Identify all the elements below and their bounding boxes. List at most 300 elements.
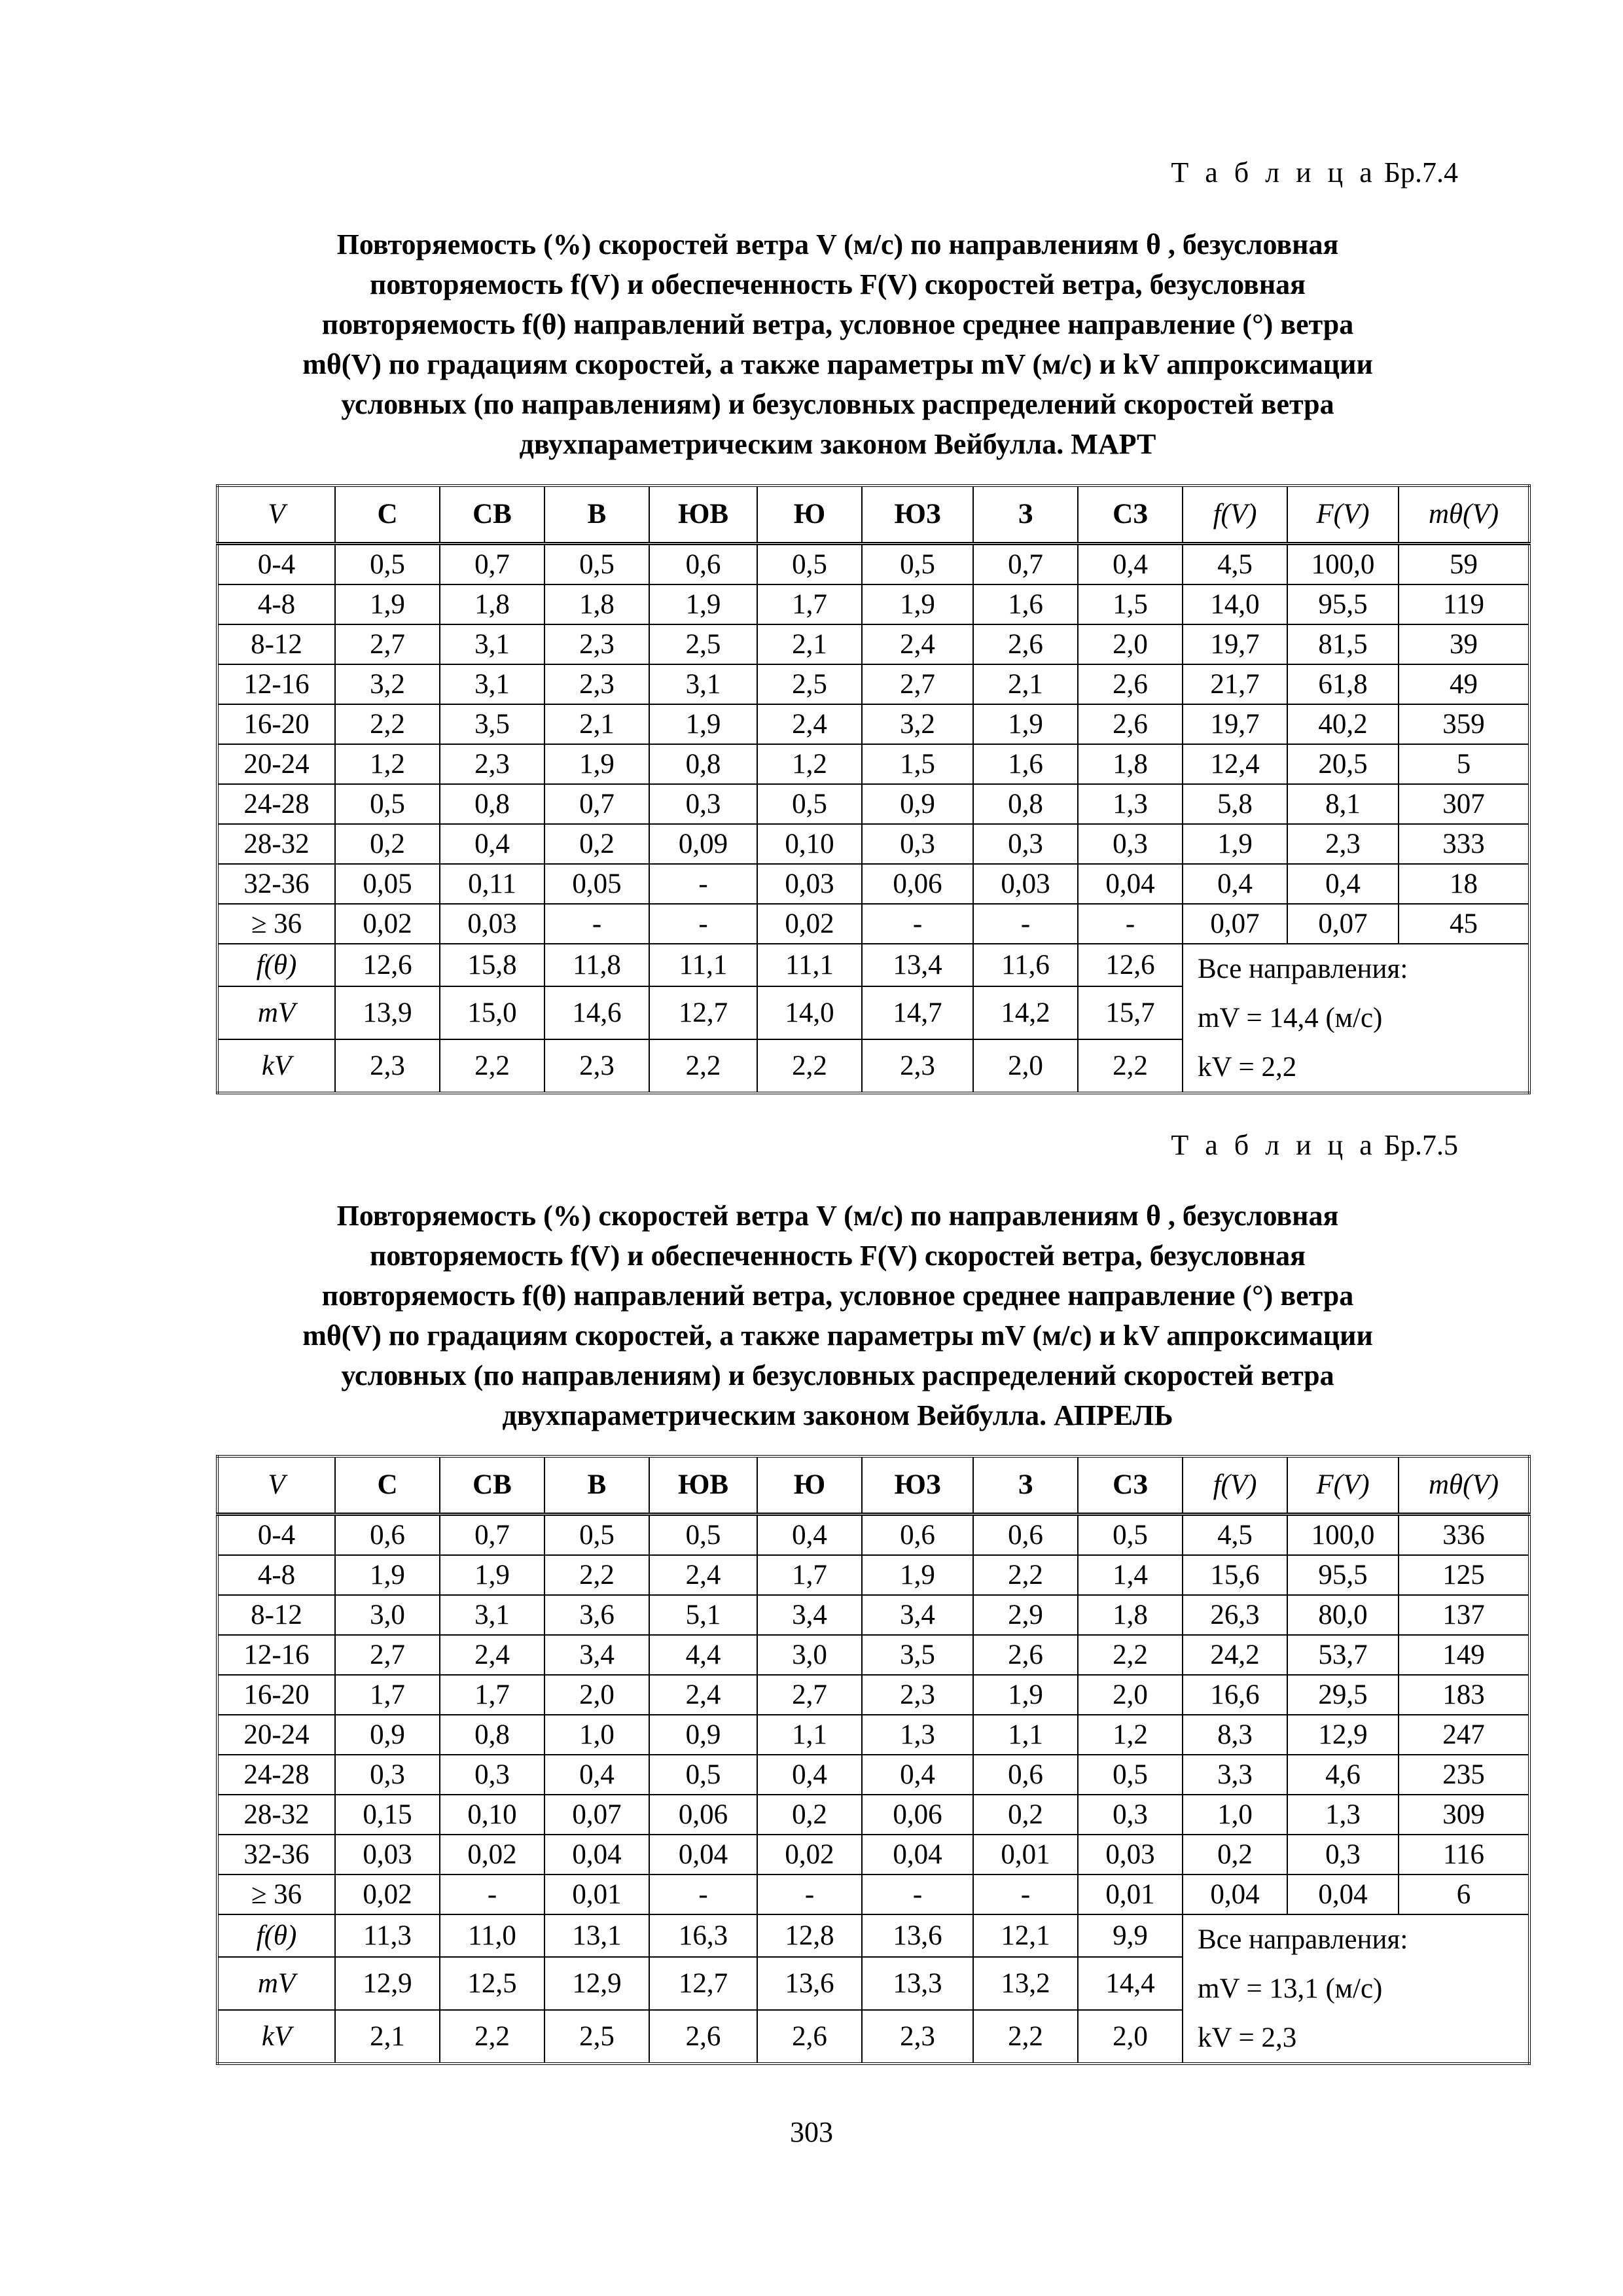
value-cell: 2,6: [973, 624, 1078, 664]
wind-speed-table: [216, 484, 1531, 1094]
value-cell: 0,04: [862, 1835, 973, 1874]
table-row: [217, 744, 1529, 784]
param-value-cell: 2,1: [335, 2010, 440, 2064]
speed-range-cell: 0-4: [217, 1515, 335, 1556]
value-cell: 0,09: [649, 824, 757, 864]
value-cell: 0,3: [1078, 824, 1183, 864]
value-cell: 2,2: [973, 1555, 1078, 1595]
value-cell: 1,9: [973, 1675, 1078, 1715]
table-label: Т а б л и ц а Бр.7.5: [1171, 1129, 1458, 1161]
value-cell: -: [649, 864, 757, 904]
column-header: С: [335, 486, 440, 544]
speed-range-cell: ≥ 36: [217, 904, 335, 944]
value-cell: 15,6: [1183, 1555, 1287, 1595]
value-cell: 0,5: [649, 1515, 757, 1556]
value-cell: 0,7: [973, 544, 1078, 585]
value-cell: 1,7: [757, 1555, 862, 1595]
value-cell: 16,6: [1183, 1675, 1287, 1715]
param-value-cell: 14,7: [862, 986, 973, 1039]
value-cell: 125: [1399, 1555, 1529, 1595]
column-header: В: [544, 1456, 649, 1515]
value-cell: 1,0: [1183, 1795, 1287, 1835]
value-cell: 307: [1399, 784, 1529, 824]
value-cell: 1,9: [862, 1555, 973, 1595]
value-cell: 1,4: [1078, 1555, 1183, 1595]
value-cell: 2,4: [440, 1635, 544, 1675]
value-cell: 0,06: [862, 864, 973, 904]
value-cell: 0,10: [440, 1795, 544, 1835]
value-cell: -: [973, 904, 1078, 944]
value-cell: 26,3: [1183, 1595, 1287, 1635]
param-label: f(θ): [217, 1914, 335, 1957]
value-cell: 0,4: [1287, 864, 1399, 904]
value-cell: -: [862, 904, 973, 944]
caption-line: mθ(V) по градациям скоростей, а также параметры mV (м/с) и kV аппроксимации: [302, 1319, 1373, 1352]
value-cell: 81,5: [1287, 624, 1399, 664]
value-cell: 1,6: [973, 584, 1078, 624]
value-cell: 0,07: [1287, 904, 1399, 944]
value-cell: 333: [1399, 824, 1529, 864]
value-cell: 29,5: [1287, 1675, 1399, 1715]
value-cell: 0,6: [973, 1515, 1078, 1556]
value-cell: 0,02: [335, 1874, 440, 1914]
summary-kv: kV = 2,3: [1198, 2022, 1297, 2053]
value-cell: 0,2: [1183, 1835, 1287, 1874]
column-header: В: [544, 486, 649, 544]
column-header: СВ: [440, 1456, 544, 1515]
caption-line: Повторяемость (%) скоростей ветра V (м/с) по направлениям θ , безусловная: [336, 228, 1339, 260]
param-value-cell: 2,2: [973, 2010, 1078, 2064]
value-cell: 1,9: [649, 704, 757, 744]
value-cell: 53,7: [1287, 1635, 1399, 1675]
param-value-cell: 13,1: [544, 1914, 649, 1957]
value-cell: 2,7: [335, 1635, 440, 1675]
value-cell: 3,5: [862, 1635, 973, 1675]
value-cell: 8,3: [1183, 1715, 1287, 1755]
value-cell: -: [862, 1874, 973, 1914]
value-cell: 39: [1399, 624, 1529, 664]
value-cell: 235: [1399, 1755, 1529, 1795]
param-value-cell: 2,3: [862, 2010, 973, 2064]
value-cell: 0,01: [544, 1874, 649, 1914]
column-header: СЗ: [1078, 1456, 1183, 1515]
value-cell: 0,01: [1078, 1874, 1183, 1914]
value-cell: 1,9: [862, 584, 973, 624]
param-value-cell: 11,0: [440, 1914, 544, 1957]
column-header: Ю: [757, 486, 862, 544]
value-cell: 116: [1399, 1835, 1529, 1874]
speed-range-cell: 8-12: [217, 624, 335, 664]
value-cell: 5: [1399, 744, 1529, 784]
value-cell: 1,8: [440, 584, 544, 624]
value-cell: 1,7: [757, 584, 862, 624]
wind-speed-table: [216, 1455, 1531, 2065]
column-header: З: [973, 486, 1078, 544]
value-cell: 2,3: [1287, 824, 1399, 864]
value-cell: 0,3: [1287, 1835, 1399, 1874]
param-value-cell: 11,8: [544, 944, 649, 986]
column-header: V: [217, 486, 335, 544]
param-value-cell: 2,5: [544, 2010, 649, 2064]
value-cell: 0,03: [973, 864, 1078, 904]
value-cell: 2,7: [757, 1675, 862, 1715]
param-value-cell: 12,8: [757, 1914, 862, 1957]
value-cell: 2,4: [757, 704, 862, 744]
value-cell: 2,5: [757, 664, 862, 704]
param-value-cell: 2,3: [862, 1039, 973, 1093]
value-cell: 3,6: [544, 1595, 649, 1635]
value-cell: 0,7: [440, 1515, 544, 1556]
param-value-cell: 2,2: [440, 1039, 544, 1093]
value-cell: 0,9: [649, 1715, 757, 1755]
value-cell: 19,7: [1183, 624, 1287, 664]
table-row: [217, 904, 1529, 944]
table-row: [217, 1555, 1529, 1595]
value-cell: 336: [1399, 1515, 1529, 1556]
value-cell: 4,5: [1183, 1515, 1287, 1556]
value-cell: 119: [1399, 584, 1529, 624]
value-cell: 3,2: [335, 664, 440, 704]
value-cell: 3,3: [1183, 1755, 1287, 1795]
table-label: Т а б л и ц а Бр.7.4: [1171, 156, 1458, 188]
column-header: ЮВ: [649, 486, 757, 544]
value-cell: 0,7: [544, 784, 649, 824]
value-cell: 0,11: [440, 864, 544, 904]
param-value-cell: 13,3: [862, 1957, 973, 2010]
value-cell: 359: [1399, 704, 1529, 744]
column-header: ЮВ: [649, 1456, 757, 1515]
value-cell: 40,2: [1287, 704, 1399, 744]
speed-range-cell: 24-28: [217, 1755, 335, 1795]
value-cell: 0,6: [862, 1515, 973, 1556]
value-cell: 2,3: [544, 664, 649, 704]
speed-range-cell: 16-20: [217, 704, 335, 744]
value-cell: 0,3: [335, 1755, 440, 1795]
value-cell: 0,3: [1078, 1795, 1183, 1835]
value-cell: 59: [1399, 544, 1529, 585]
param-value-cell: 2,2: [440, 2010, 544, 2064]
value-cell: 4,5: [1183, 544, 1287, 585]
value-cell: 1,8: [544, 584, 649, 624]
table-row: [217, 544, 1529, 585]
value-cell: 100,0: [1287, 544, 1399, 585]
value-cell: 1,3: [1287, 1795, 1399, 1835]
param-label: f(θ): [217, 944, 335, 986]
value-cell: 0,5: [1078, 1515, 1183, 1556]
table-row: [217, 1715, 1529, 1755]
column-header: F(V): [1287, 1456, 1399, 1515]
param-row: [217, 1914, 1529, 1957]
value-cell: 2,6: [1078, 704, 1183, 744]
table-row: [217, 584, 1529, 624]
value-cell: 0,05: [544, 864, 649, 904]
value-cell: 0,04: [544, 1835, 649, 1874]
param-value-cell: 14,2: [973, 986, 1078, 1039]
value-cell: 1,9: [335, 1555, 440, 1595]
table-row: [217, 1675, 1529, 1715]
column-header: ЮЗ: [862, 486, 973, 544]
value-cell: 95,5: [1287, 1555, 1399, 1595]
summary-mv: mV = 14,4 (м/с): [1198, 1003, 1383, 1033]
all-directions-summary: [1183, 944, 1529, 1093]
param-value-cell: 14,0: [757, 986, 862, 1039]
value-cell: 3,1: [440, 664, 544, 704]
value-cell: 0,2: [757, 1795, 862, 1835]
value-cell: 1,8: [1078, 744, 1183, 784]
value-cell: 0,06: [862, 1795, 973, 1835]
value-cell: 1,2: [757, 744, 862, 784]
value-cell: 0,8: [649, 744, 757, 784]
value-cell: 1,6: [973, 744, 1078, 784]
param-value-cell: 12,9: [544, 1957, 649, 2010]
param-value-cell: 2,3: [544, 1039, 649, 1093]
value-cell: 0,07: [544, 1795, 649, 1835]
param-value-cell: 2,0: [1078, 2010, 1183, 2064]
value-cell: 0,15: [335, 1795, 440, 1835]
value-cell: 1,1: [757, 1715, 862, 1755]
table-row: [217, 624, 1529, 664]
param-value-cell: 12,5: [440, 1957, 544, 2010]
value-cell: 0,5: [544, 544, 649, 585]
value-cell: 0,3: [862, 824, 973, 864]
param-value-cell: 15,0: [440, 986, 544, 1039]
value-cell: 3,5: [440, 704, 544, 744]
value-cell: 0,02: [335, 904, 440, 944]
param-value-cell: 12,6: [1078, 944, 1183, 986]
param-value-cell: 12,6: [335, 944, 440, 986]
value-cell: 3,4: [544, 1635, 649, 1675]
value-cell: 0,05: [335, 864, 440, 904]
param-value-cell: 13,6: [757, 1957, 862, 2010]
speed-range-cell: 4-8: [217, 584, 335, 624]
value-cell: 2,9: [973, 1595, 1078, 1635]
value-cell: 0,02: [440, 1835, 544, 1874]
value-cell: 0,5: [862, 544, 973, 585]
value-cell: 2,5: [649, 624, 757, 664]
table-row: [217, 1635, 1529, 1675]
table-row: [217, 1835, 1529, 1874]
column-header: f(V): [1183, 1456, 1287, 1515]
value-cell: 14,0: [1183, 584, 1287, 624]
value-cell: 0,6: [973, 1755, 1078, 1795]
caption-line: двухпараметрическим законом Вейбулла. АПРЕЛЬ: [502, 1399, 1173, 1431]
value-cell: 1,3: [862, 1715, 973, 1755]
param-value-cell: 14,6: [544, 986, 649, 1039]
column-header: З: [973, 1456, 1078, 1515]
header-row: [217, 486, 1529, 544]
param-value-cell: 13,4: [862, 944, 973, 986]
value-cell: 149: [1399, 1635, 1529, 1675]
value-cell: 0,5: [1078, 1755, 1183, 1795]
caption-line: условных (по направлениям) и безусловных распределений скоростей ветра: [341, 388, 1334, 420]
value-cell: 0,2: [973, 1795, 1078, 1835]
param-value-cell: 12,9: [335, 1957, 440, 2010]
value-cell: 0,04: [1287, 1874, 1399, 1914]
value-cell: 1,1: [973, 1715, 1078, 1755]
summary-mv: mV = 13,1 (м/с): [1198, 1973, 1383, 2004]
table-row: [217, 824, 1529, 864]
value-cell: 0,04: [1183, 1874, 1287, 1914]
value-cell: -: [973, 1874, 1078, 1914]
value-cell: 0,4: [1183, 864, 1287, 904]
caption-line: Повторяемость (%) скоростей ветра V (м/с) по направлениям θ , безусловная: [336, 1200, 1339, 1232]
summary-title: Все направления:: [1198, 954, 1408, 984]
column-header: ЮЗ: [862, 1456, 973, 1515]
value-cell: 0,6: [649, 544, 757, 585]
value-cell: 2,7: [335, 624, 440, 664]
caption-line: повторяемость f(θ) направлений ветра, условное среднее направление (°) ветра: [321, 1280, 1354, 1312]
value-cell: 0,2: [544, 824, 649, 864]
value-cell: -: [544, 904, 649, 944]
value-cell: 183: [1399, 1675, 1529, 1715]
speed-range-cell: 24-28: [217, 784, 335, 824]
speed-range-cell: 0-4: [217, 544, 335, 585]
value-cell: 0,02: [757, 904, 862, 944]
value-cell: 4,4: [649, 1635, 757, 1675]
summary-kv: kV = 2,2: [1198, 1052, 1297, 1083]
table-caption: [216, 1196, 1459, 1435]
value-cell: 18: [1399, 864, 1529, 904]
param-value-cell: 12,7: [649, 1957, 757, 2010]
value-cell: 0,5: [757, 784, 862, 824]
speed-range-cell: 8-12: [217, 1595, 335, 1635]
param-value-cell: 2,3: [335, 1039, 440, 1093]
value-cell: -: [440, 1874, 544, 1914]
value-cell: 2,1: [973, 664, 1078, 704]
value-cell: 3,0: [335, 1595, 440, 1635]
column-header: V: [217, 1456, 335, 1515]
caption-line: повторяемость f(θ) направлений ветра, условное среднее направление (°) ветра: [321, 308, 1354, 340]
value-cell: 0,7: [440, 544, 544, 585]
value-cell: 45: [1399, 904, 1529, 944]
value-cell: 0,4: [1078, 544, 1183, 585]
speed-range-cell: 12-16: [217, 1635, 335, 1675]
param-value-cell: 11,6: [973, 944, 1078, 986]
column-header: mθ(V): [1399, 486, 1529, 544]
speed-range-cell: 4-8: [217, 1555, 335, 1595]
value-cell: -: [649, 1874, 757, 1914]
value-cell: 2,0: [544, 1675, 649, 1715]
value-cell: 12,9: [1287, 1715, 1399, 1755]
caption-line: условных (по направлениям) и безусловных распределений скоростей ветра: [341, 1359, 1334, 1391]
value-cell: 0,4: [757, 1755, 862, 1795]
table-row: [217, 704, 1529, 744]
value-cell: 2,0: [1078, 1675, 1183, 1715]
speed-range-cell: 20-24: [217, 1715, 335, 1755]
table-row: [217, 1874, 1529, 1914]
value-cell: 1,7: [440, 1675, 544, 1715]
value-cell: 247: [1399, 1715, 1529, 1755]
value-cell: 0,5: [757, 544, 862, 585]
column-header: Ю: [757, 1456, 862, 1515]
value-cell: 2,3: [440, 744, 544, 784]
value-cell: 0,3: [649, 784, 757, 824]
speed-range-cell: ≥ 36: [217, 1874, 335, 1914]
value-cell: 0,3: [973, 824, 1078, 864]
value-cell: 1,5: [862, 744, 973, 784]
value-cell: 0,03: [1078, 1835, 1183, 1874]
value-cell: 0,04: [649, 1835, 757, 1874]
param-value-cell: 13,2: [973, 1957, 1078, 2010]
value-cell: 0,10: [757, 824, 862, 864]
value-cell: 137: [1399, 1595, 1529, 1635]
value-cell: 2,1: [544, 704, 649, 744]
value-cell: 1,9: [544, 744, 649, 784]
speed-range-cell: 12-16: [217, 664, 335, 704]
value-cell: 0,9: [862, 784, 973, 824]
value-cell: 2,2: [335, 704, 440, 744]
value-cell: 2,6: [1078, 664, 1183, 704]
param-label: mV: [217, 1957, 335, 2010]
header-row: [217, 1456, 1529, 1515]
value-cell: 1,7: [335, 1675, 440, 1715]
table-row: [217, 1795, 1529, 1835]
value-cell: 0,4: [544, 1755, 649, 1795]
value-cell: 2,4: [862, 624, 973, 664]
value-cell: 2,0: [1078, 624, 1183, 664]
value-cell: 0,5: [335, 544, 440, 585]
value-cell: 0,04: [1078, 864, 1183, 904]
column-header: СЗ: [1078, 486, 1183, 544]
value-cell: 20,5: [1287, 744, 1399, 784]
value-cell: 2,4: [649, 1555, 757, 1595]
speed-range-cell: 32-36: [217, 864, 335, 904]
value-cell: 80,0: [1287, 1595, 1399, 1635]
table-row: [217, 784, 1529, 824]
speed-range-cell: 28-32: [217, 824, 335, 864]
value-cell: 2,1: [757, 624, 862, 664]
value-cell: 0,9: [335, 1715, 440, 1755]
table-caption: [216, 224, 1459, 464]
table-row: [217, 1515, 1529, 1556]
param-value-cell: 12,1: [973, 1914, 1078, 1957]
caption-line: двухпараметрическим законом Вейбулла. МАРТ: [519, 428, 1156, 460]
value-cell: 49: [1399, 664, 1529, 704]
param-label: kV: [217, 1039, 335, 1093]
value-cell: 0,02: [757, 1835, 862, 1874]
caption-line: повторяемость f(V) и обеспеченность F(V) скоростей ветра, безусловная: [370, 268, 1306, 300]
value-cell: 0,5: [335, 784, 440, 824]
value-cell: 0,03: [335, 1835, 440, 1874]
value-cell: 0,01: [973, 1835, 1078, 1874]
value-cell: 3,1: [440, 1595, 544, 1635]
value-cell: 3,2: [862, 704, 973, 744]
value-cell: 1,2: [1078, 1715, 1183, 1755]
speed-range-cell: 32-36: [217, 1835, 335, 1874]
value-cell: 0,5: [544, 1515, 649, 1556]
value-cell: 3,4: [862, 1595, 973, 1635]
value-cell: 2,2: [1078, 1635, 1183, 1675]
value-cell: 19,7: [1183, 704, 1287, 744]
value-cell: 0,4: [440, 824, 544, 864]
summary-title: Все направления:: [1198, 1924, 1408, 1955]
param-value-cell: 2,2: [1078, 1039, 1183, 1093]
value-cell: 8,1: [1287, 784, 1399, 824]
value-cell: -: [1078, 904, 1183, 944]
param-value-cell: 15,7: [1078, 986, 1183, 1039]
value-cell: 3,1: [440, 624, 544, 664]
param-row: [217, 944, 1529, 986]
value-cell: 2,6: [973, 1635, 1078, 1675]
value-cell: 0,07: [1183, 904, 1287, 944]
caption-line: mθ(V) по градациям скоростей, а также параметры mV (м/с) и kV аппроксимации: [302, 348, 1373, 380]
all-directions-summary: [1183, 1914, 1529, 2064]
value-cell: 0,4: [757, 1515, 862, 1556]
value-cell: 5,1: [649, 1595, 757, 1635]
value-cell: 3,0: [757, 1635, 862, 1675]
value-cell: -: [649, 904, 757, 944]
value-cell: 309: [1399, 1795, 1529, 1835]
